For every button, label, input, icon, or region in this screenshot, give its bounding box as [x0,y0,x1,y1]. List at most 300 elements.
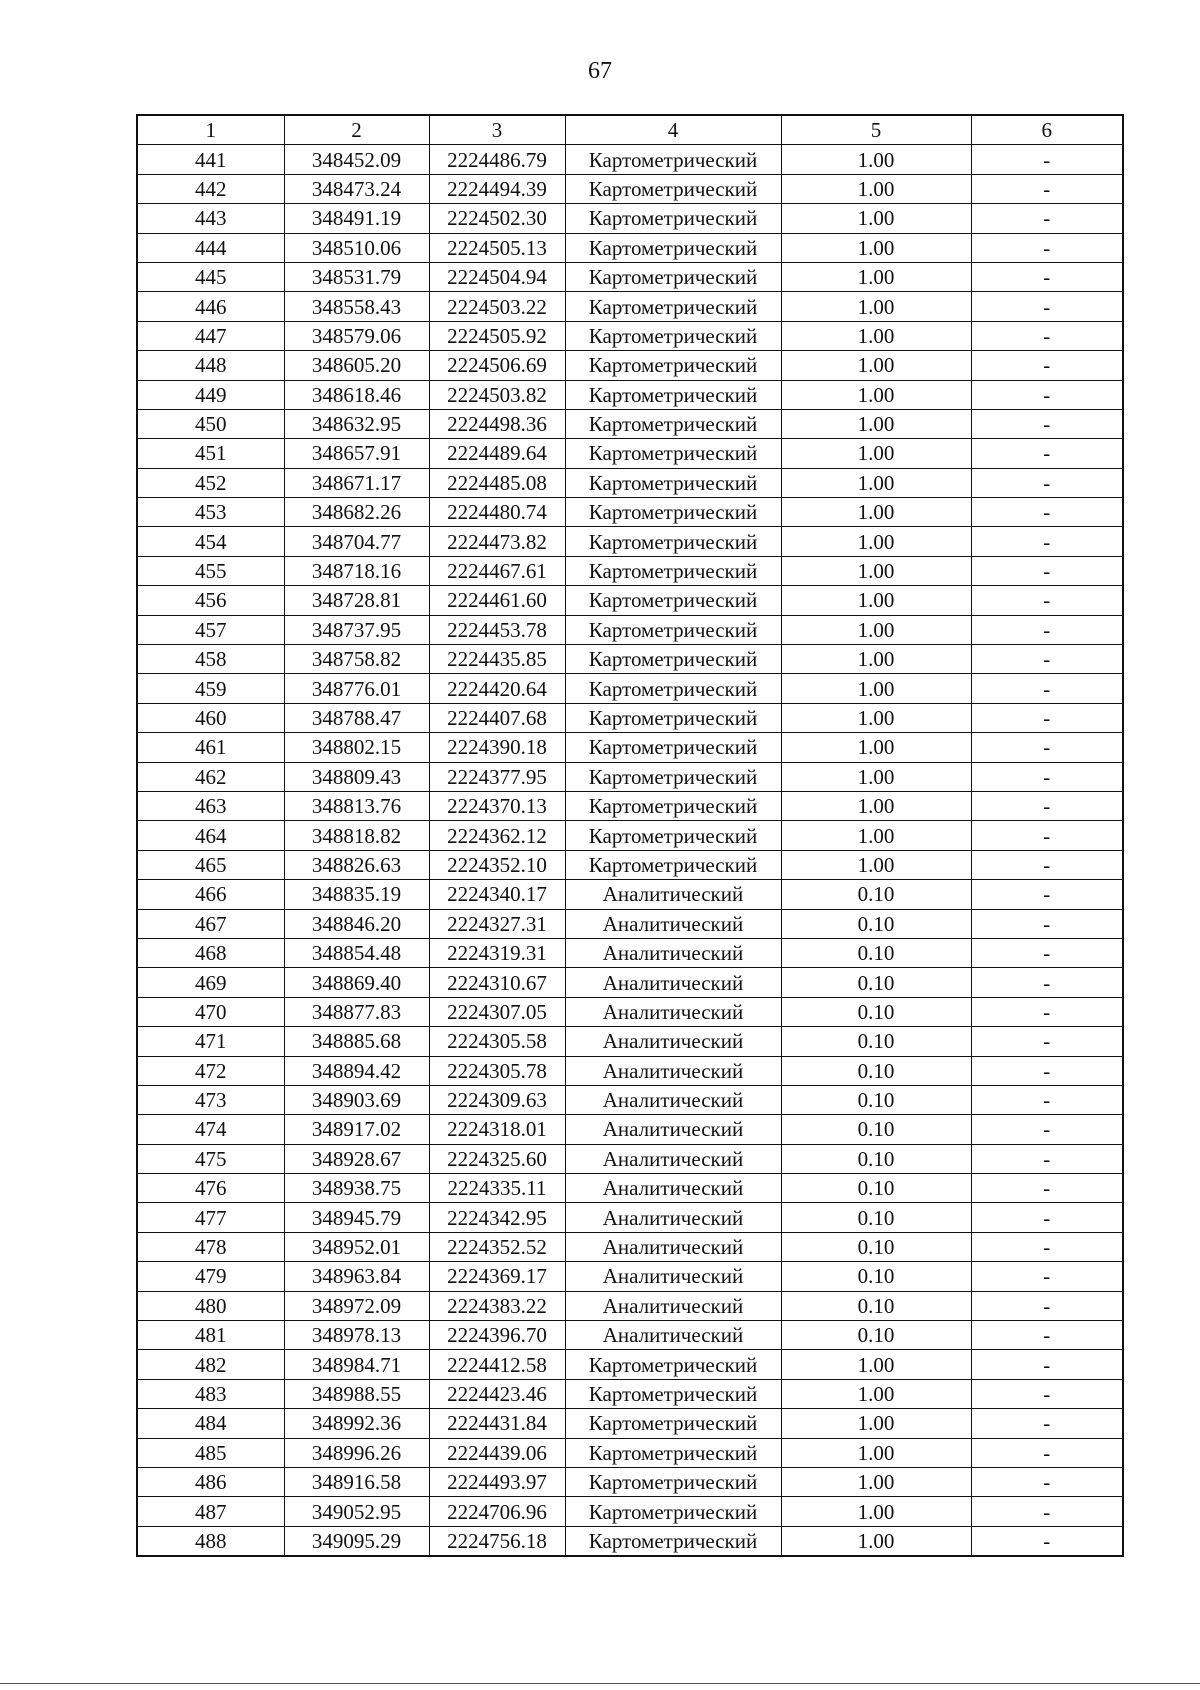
accuracy-cell: 1.00 [781,498,971,527]
accuracy-cell: 1.00 [781,1409,971,1438]
point-number-cell: 464 [137,821,284,850]
point-number-cell: 474 [137,1115,284,1144]
y-coordinate-cell: 2224461.60 [429,586,565,615]
table-row [137,262,1123,291]
point-number-cell: 449 [137,380,284,409]
column-header-4: 4 [565,115,781,145]
note-cell: - [971,1085,1123,1114]
method-cell: Аналитический [565,1027,781,1056]
point-number-cell: 472 [137,1056,284,1085]
table-row [137,1203,1123,1232]
note-cell: - [971,145,1123,174]
note-cell: - [971,997,1123,1026]
point-number-cell: 446 [137,292,284,321]
y-coordinate-cell: 2224504.94 [429,262,565,291]
note-cell: - [971,615,1123,644]
table-row [137,1027,1123,1056]
x-coordinate-cell: 348916.58 [284,1467,429,1496]
x-coordinate-cell: 348826.63 [284,850,429,879]
y-coordinate-cell: 2224706.96 [429,1497,565,1526]
y-coordinate-cell: 2224407.68 [429,703,565,732]
x-coordinate-cell: 348938.75 [284,1174,429,1203]
x-coordinate-cell: 348996.26 [284,1438,429,1467]
x-coordinate-cell: 348452.09 [284,145,429,174]
table-row [137,1262,1123,1291]
note-cell: - [971,1144,1123,1173]
column-header-3: 3 [429,115,565,145]
accuracy-cell: 1.00 [781,762,971,791]
accuracy-cell: 0.10 [781,909,971,938]
accuracy-cell: 1.00 [781,586,971,615]
point-number-cell: 467 [137,909,284,938]
method-cell: Картометрический [565,762,781,791]
table-row [137,968,1123,997]
y-coordinate-cell: 2224310.67 [429,968,565,997]
method-cell: Аналитический [565,1144,781,1173]
y-coordinate-cell: 2224340.17 [429,880,565,909]
point-number-cell: 484 [137,1409,284,1438]
x-coordinate-cell: 348809.43 [284,762,429,791]
y-coordinate-cell: 2224431.84 [429,1409,565,1438]
accuracy-cell: 0.10 [781,968,971,997]
y-coordinate-cell: 2224325.60 [429,1144,565,1173]
table-row [137,1526,1123,1556]
table-row [137,1350,1123,1379]
point-number-cell: 452 [137,468,284,497]
table-row [137,586,1123,615]
y-coordinate-cell: 2224505.92 [429,321,565,350]
point-number-cell: 460 [137,703,284,732]
table-row [137,880,1123,909]
table-row [137,733,1123,762]
accuracy-cell: 1.00 [781,674,971,703]
y-coordinate-cell: 2224369.17 [429,1262,565,1291]
y-coordinate-cell: 2224503.22 [429,292,565,321]
table-row [137,645,1123,674]
table-row [137,233,1123,262]
note-cell: - [971,821,1123,850]
table-row [137,439,1123,468]
point-number-cell: 461 [137,733,284,762]
accuracy-cell: 1.00 [781,1467,971,1496]
x-coordinate-cell: 348835.19 [284,880,429,909]
method-cell: Картометрический [565,292,781,321]
y-coordinate-cell: 2224453.78 [429,615,565,644]
x-coordinate-cell: 348945.79 [284,1203,429,1232]
note-cell: - [971,1115,1123,1144]
accuracy-cell: 1.00 [781,439,971,468]
table-row [137,351,1123,380]
accuracy-cell: 1.00 [781,233,971,262]
method-cell: Аналитический [565,880,781,909]
method-cell: Картометрический [565,586,781,615]
x-coordinate-cell: 348718.16 [284,556,429,585]
column-header-5: 5 [781,115,971,145]
y-coordinate-cell: 2224489.64 [429,439,565,468]
table-row [137,674,1123,703]
y-coordinate-cell: 2224342.95 [429,1203,565,1232]
method-cell: Картометрический [565,821,781,850]
table-row [137,1174,1123,1203]
x-coordinate-cell: 348491.19 [284,204,429,233]
point-number-cell: 451 [137,439,284,468]
note-cell: - [971,909,1123,938]
accuracy-cell: 0.10 [781,1144,971,1173]
note-cell: - [971,1526,1123,1556]
table-row [137,1115,1123,1144]
x-coordinate-cell: 348632.95 [284,409,429,438]
method-cell: Картометрический [565,321,781,350]
point-number-cell: 466 [137,880,284,909]
y-coordinate-cell: 2224486.79 [429,145,565,174]
table-row [137,1497,1123,1526]
table-row [137,762,1123,791]
note-cell: - [971,233,1123,262]
method-cell: Аналитический [565,1321,781,1350]
accuracy-cell: 1.00 [781,1438,971,1467]
method-cell: Картометрический [565,1526,781,1556]
note-cell: - [971,880,1123,909]
accuracy-cell: 0.10 [781,1291,971,1320]
accuracy-cell: 1.00 [781,556,971,585]
table-row [137,321,1123,350]
x-coordinate-cell: 348984.71 [284,1350,429,1379]
y-coordinate-cell: 2224305.78 [429,1056,565,1085]
y-coordinate-cell: 2224756.18 [429,1526,565,1556]
table-row [137,1438,1123,1467]
coordinates-table [136,114,1124,1557]
method-cell: Аналитический [565,1262,781,1291]
point-number-cell: 441 [137,145,284,174]
accuracy-cell: 1.00 [781,351,971,380]
accuracy-cell: 0.10 [781,1203,971,1232]
accuracy-cell: 1.00 [781,850,971,879]
point-number-cell: 483 [137,1379,284,1408]
method-cell: Картометрический [565,351,781,380]
bottom-rule [0,1683,1200,1684]
y-coordinate-cell: 2224327.31 [429,909,565,938]
y-coordinate-cell: 2224370.13 [429,791,565,820]
note-cell: - [971,292,1123,321]
x-coordinate-cell: 348682.26 [284,498,429,527]
x-coordinate-cell: 348728.81 [284,586,429,615]
accuracy-cell: 0.10 [781,1321,971,1350]
accuracy-cell: 0.10 [781,1232,971,1261]
method-cell: Аналитический [565,1203,781,1232]
note-cell: - [971,1174,1123,1203]
y-coordinate-cell: 2224396.70 [429,1321,565,1350]
method-cell: Картометрический [565,1409,781,1438]
y-coordinate-cell: 2224494.39 [429,174,565,203]
y-coordinate-cell: 2224412.58 [429,1350,565,1379]
y-coordinate-cell: 2224319.31 [429,938,565,967]
point-number-cell: 444 [137,233,284,262]
table-row [137,703,1123,732]
table-row [137,292,1123,321]
x-coordinate-cell: 348952.01 [284,1232,429,1261]
point-number-cell: 487 [137,1497,284,1526]
accuracy-cell: 1.00 [781,409,971,438]
point-number-cell: 454 [137,527,284,556]
x-coordinate-cell: 348978.13 [284,1321,429,1350]
table-row [137,498,1123,527]
x-coordinate-cell: 348788.47 [284,703,429,732]
y-coordinate-cell: 2224493.97 [429,1467,565,1496]
y-coordinate-cell: 2224335.11 [429,1174,565,1203]
x-coordinate-cell: 348605.20 [284,351,429,380]
accuracy-cell: 1.00 [781,262,971,291]
method-cell: Картометрический [565,556,781,585]
note-cell: - [971,850,1123,879]
x-coordinate-cell: 348877.83 [284,997,429,1026]
method-cell: Картометрический [565,1350,781,1379]
x-coordinate-cell: 348776.01 [284,674,429,703]
method-cell: Картометрический [565,174,781,203]
y-coordinate-cell: 2224506.69 [429,351,565,380]
note-cell: - [971,1321,1123,1350]
x-coordinate-cell: 348928.67 [284,1144,429,1173]
x-coordinate-cell: 348988.55 [284,1379,429,1408]
point-number-cell: 476 [137,1174,284,1203]
point-number-cell: 462 [137,762,284,791]
x-coordinate-cell: 348671.17 [284,468,429,497]
table-row [137,1085,1123,1114]
table-row [137,174,1123,203]
table-row [137,909,1123,938]
accuracy-cell: 1.00 [781,321,971,350]
point-number-cell: 456 [137,586,284,615]
point-number-cell: 445 [137,262,284,291]
point-number-cell: 486 [137,1467,284,1496]
note-cell: - [971,1291,1123,1320]
x-coordinate-cell: 348846.20 [284,909,429,938]
accuracy-cell: 1.00 [781,733,971,762]
method-cell: Картометрический [565,1497,781,1526]
note-cell: - [971,674,1123,703]
note-cell: - [971,1379,1123,1408]
method-cell: Картометрический [565,262,781,291]
point-number-cell: 453 [137,498,284,527]
note-cell: - [971,409,1123,438]
y-coordinate-cell: 2224503.82 [429,380,565,409]
x-coordinate-cell: 348758.82 [284,645,429,674]
accuracy-cell: 1.00 [781,174,971,203]
y-coordinate-cell: 2224362.12 [429,821,565,850]
method-cell: Картометрический [565,1379,781,1408]
point-number-cell: 469 [137,968,284,997]
method-cell: Картометрический [565,791,781,820]
x-coordinate-cell: 348854.48 [284,938,429,967]
method-cell: Картометрический [565,1467,781,1496]
y-coordinate-cell: 2224318.01 [429,1115,565,1144]
note-cell: - [971,380,1123,409]
method-cell: Картометрический [565,1438,781,1467]
note-cell: - [971,1056,1123,1085]
table-row [137,997,1123,1026]
table-row [137,1409,1123,1438]
column-header-2: 2 [284,115,429,145]
point-number-cell: 447 [137,321,284,350]
method-cell: Картометрический [565,439,781,468]
point-number-cell: 448 [137,351,284,380]
table-body [137,145,1123,1556]
x-coordinate-cell: 348704.77 [284,527,429,556]
note-cell: - [971,1027,1123,1056]
y-coordinate-cell: 2224502.30 [429,204,565,233]
note-cell: - [971,1497,1123,1526]
x-coordinate-cell: 348510.06 [284,233,429,262]
accuracy-cell: 1.00 [781,1379,971,1408]
note-cell: - [971,703,1123,732]
method-cell: Картометрический [565,145,781,174]
point-number-cell: 477 [137,1203,284,1232]
accuracy-cell: 1.00 [781,527,971,556]
x-coordinate-cell: 348737.95 [284,615,429,644]
note-cell: - [971,1467,1123,1496]
y-coordinate-cell: 2224498.36 [429,409,565,438]
note-cell: - [971,1232,1123,1261]
x-coordinate-cell: 348885.68 [284,1027,429,1056]
table-header-row [137,115,1123,145]
method-cell: Картометрический [565,850,781,879]
accuracy-cell: 1.00 [781,145,971,174]
y-coordinate-cell: 2224439.06 [429,1438,565,1467]
method-cell: Аналитический [565,1174,781,1203]
method-cell: Аналитический [565,1056,781,1085]
method-cell: Аналитический [565,1232,781,1261]
table-row [137,468,1123,497]
accuracy-cell: 0.10 [781,1115,971,1144]
column-header-6: 6 [971,115,1123,145]
accuracy-cell: 1.00 [781,821,971,850]
method-cell: Картометрический [565,733,781,762]
point-number-cell: 442 [137,174,284,203]
method-cell: Картометрический [565,233,781,262]
x-coordinate-cell: 348473.24 [284,174,429,203]
y-coordinate-cell: 2224467.61 [429,556,565,585]
point-number-cell: 465 [137,850,284,879]
y-coordinate-cell: 2224352.52 [429,1232,565,1261]
y-coordinate-cell: 2224420.64 [429,674,565,703]
method-cell: Аналитический [565,1115,781,1144]
table-row [137,821,1123,850]
method-cell: Картометрический [565,527,781,556]
note-cell: - [971,1350,1123,1379]
note-cell: - [971,733,1123,762]
note-cell: - [971,351,1123,380]
table-row [137,850,1123,879]
point-number-cell: 463 [137,791,284,820]
note-cell: - [971,762,1123,791]
x-coordinate-cell: 348903.69 [284,1085,429,1114]
x-coordinate-cell: 348802.15 [284,733,429,762]
point-number-cell: 450 [137,409,284,438]
accuracy-cell: 1.00 [781,791,971,820]
x-coordinate-cell: 348869.40 [284,968,429,997]
point-number-cell: 485 [137,1438,284,1467]
x-coordinate-cell: 348963.84 [284,1262,429,1291]
note-cell: - [971,1438,1123,1467]
table-row [137,527,1123,556]
accuracy-cell: 1.00 [781,1526,971,1556]
point-number-cell: 459 [137,674,284,703]
note-cell: - [971,439,1123,468]
x-coordinate-cell: 348894.42 [284,1056,429,1085]
accuracy-cell: 1.00 [781,703,971,732]
accuracy-cell: 1.00 [781,1350,971,1379]
x-coordinate-cell: 348917.02 [284,1115,429,1144]
method-cell: Аналитический [565,1291,781,1320]
note-cell: - [971,586,1123,615]
method-cell: Картометрический [565,645,781,674]
point-number-cell: 479 [137,1262,284,1291]
note-cell: - [971,1262,1123,1291]
method-cell: Аналитический [565,1085,781,1114]
note-cell: - [971,204,1123,233]
accuracy-cell: 1.00 [781,292,971,321]
note-cell: - [971,645,1123,674]
x-coordinate-cell: 349095.29 [284,1526,429,1556]
y-coordinate-cell: 2224305.58 [429,1027,565,1056]
x-coordinate-cell: 348618.46 [284,380,429,409]
table-row [137,791,1123,820]
table-row [137,1144,1123,1173]
table-row [137,1321,1123,1350]
x-coordinate-cell: 348972.09 [284,1291,429,1320]
note-cell: - [971,968,1123,997]
point-number-cell: 443 [137,204,284,233]
accuracy-cell: 0.10 [781,880,971,909]
table-row [137,1232,1123,1261]
note-cell: - [971,174,1123,203]
accuracy-cell: 0.10 [781,1027,971,1056]
note-cell: - [971,321,1123,350]
accuracy-cell: 0.10 [781,1262,971,1291]
y-coordinate-cell: 2224473.82 [429,527,565,556]
y-coordinate-cell: 2224480.74 [429,498,565,527]
note-cell: - [971,1409,1123,1438]
point-number-cell: 488 [137,1526,284,1556]
x-coordinate-cell: 348818.82 [284,821,429,850]
y-coordinate-cell: 2224423.46 [429,1379,565,1408]
y-coordinate-cell: 2224309.63 [429,1085,565,1114]
table-row [137,145,1123,174]
method-cell: Картометрический [565,380,781,409]
method-cell: Картометрический [565,703,781,732]
accuracy-cell: 0.10 [781,997,971,1026]
note-cell: - [971,556,1123,585]
method-cell: Аналитический [565,938,781,967]
x-coordinate-cell: 349052.95 [284,1497,429,1526]
note-cell: - [971,791,1123,820]
point-number-cell: 481 [137,1321,284,1350]
table-row [137,1291,1123,1320]
point-number-cell: 482 [137,1350,284,1379]
y-coordinate-cell: 2224435.85 [429,645,565,674]
table-row [137,409,1123,438]
y-coordinate-cell: 2224383.22 [429,1291,565,1320]
y-coordinate-cell: 2224352.10 [429,850,565,879]
accuracy-cell: 0.10 [781,1174,971,1203]
accuracy-cell: 1.00 [781,645,971,674]
table-row [137,938,1123,967]
y-coordinate-cell: 2224505.13 [429,233,565,262]
x-coordinate-cell: 348558.43 [284,292,429,321]
method-cell: Картометрический [565,409,781,438]
method-cell: Картометрический [565,615,781,644]
point-number-cell: 473 [137,1085,284,1114]
note-cell: - [971,938,1123,967]
